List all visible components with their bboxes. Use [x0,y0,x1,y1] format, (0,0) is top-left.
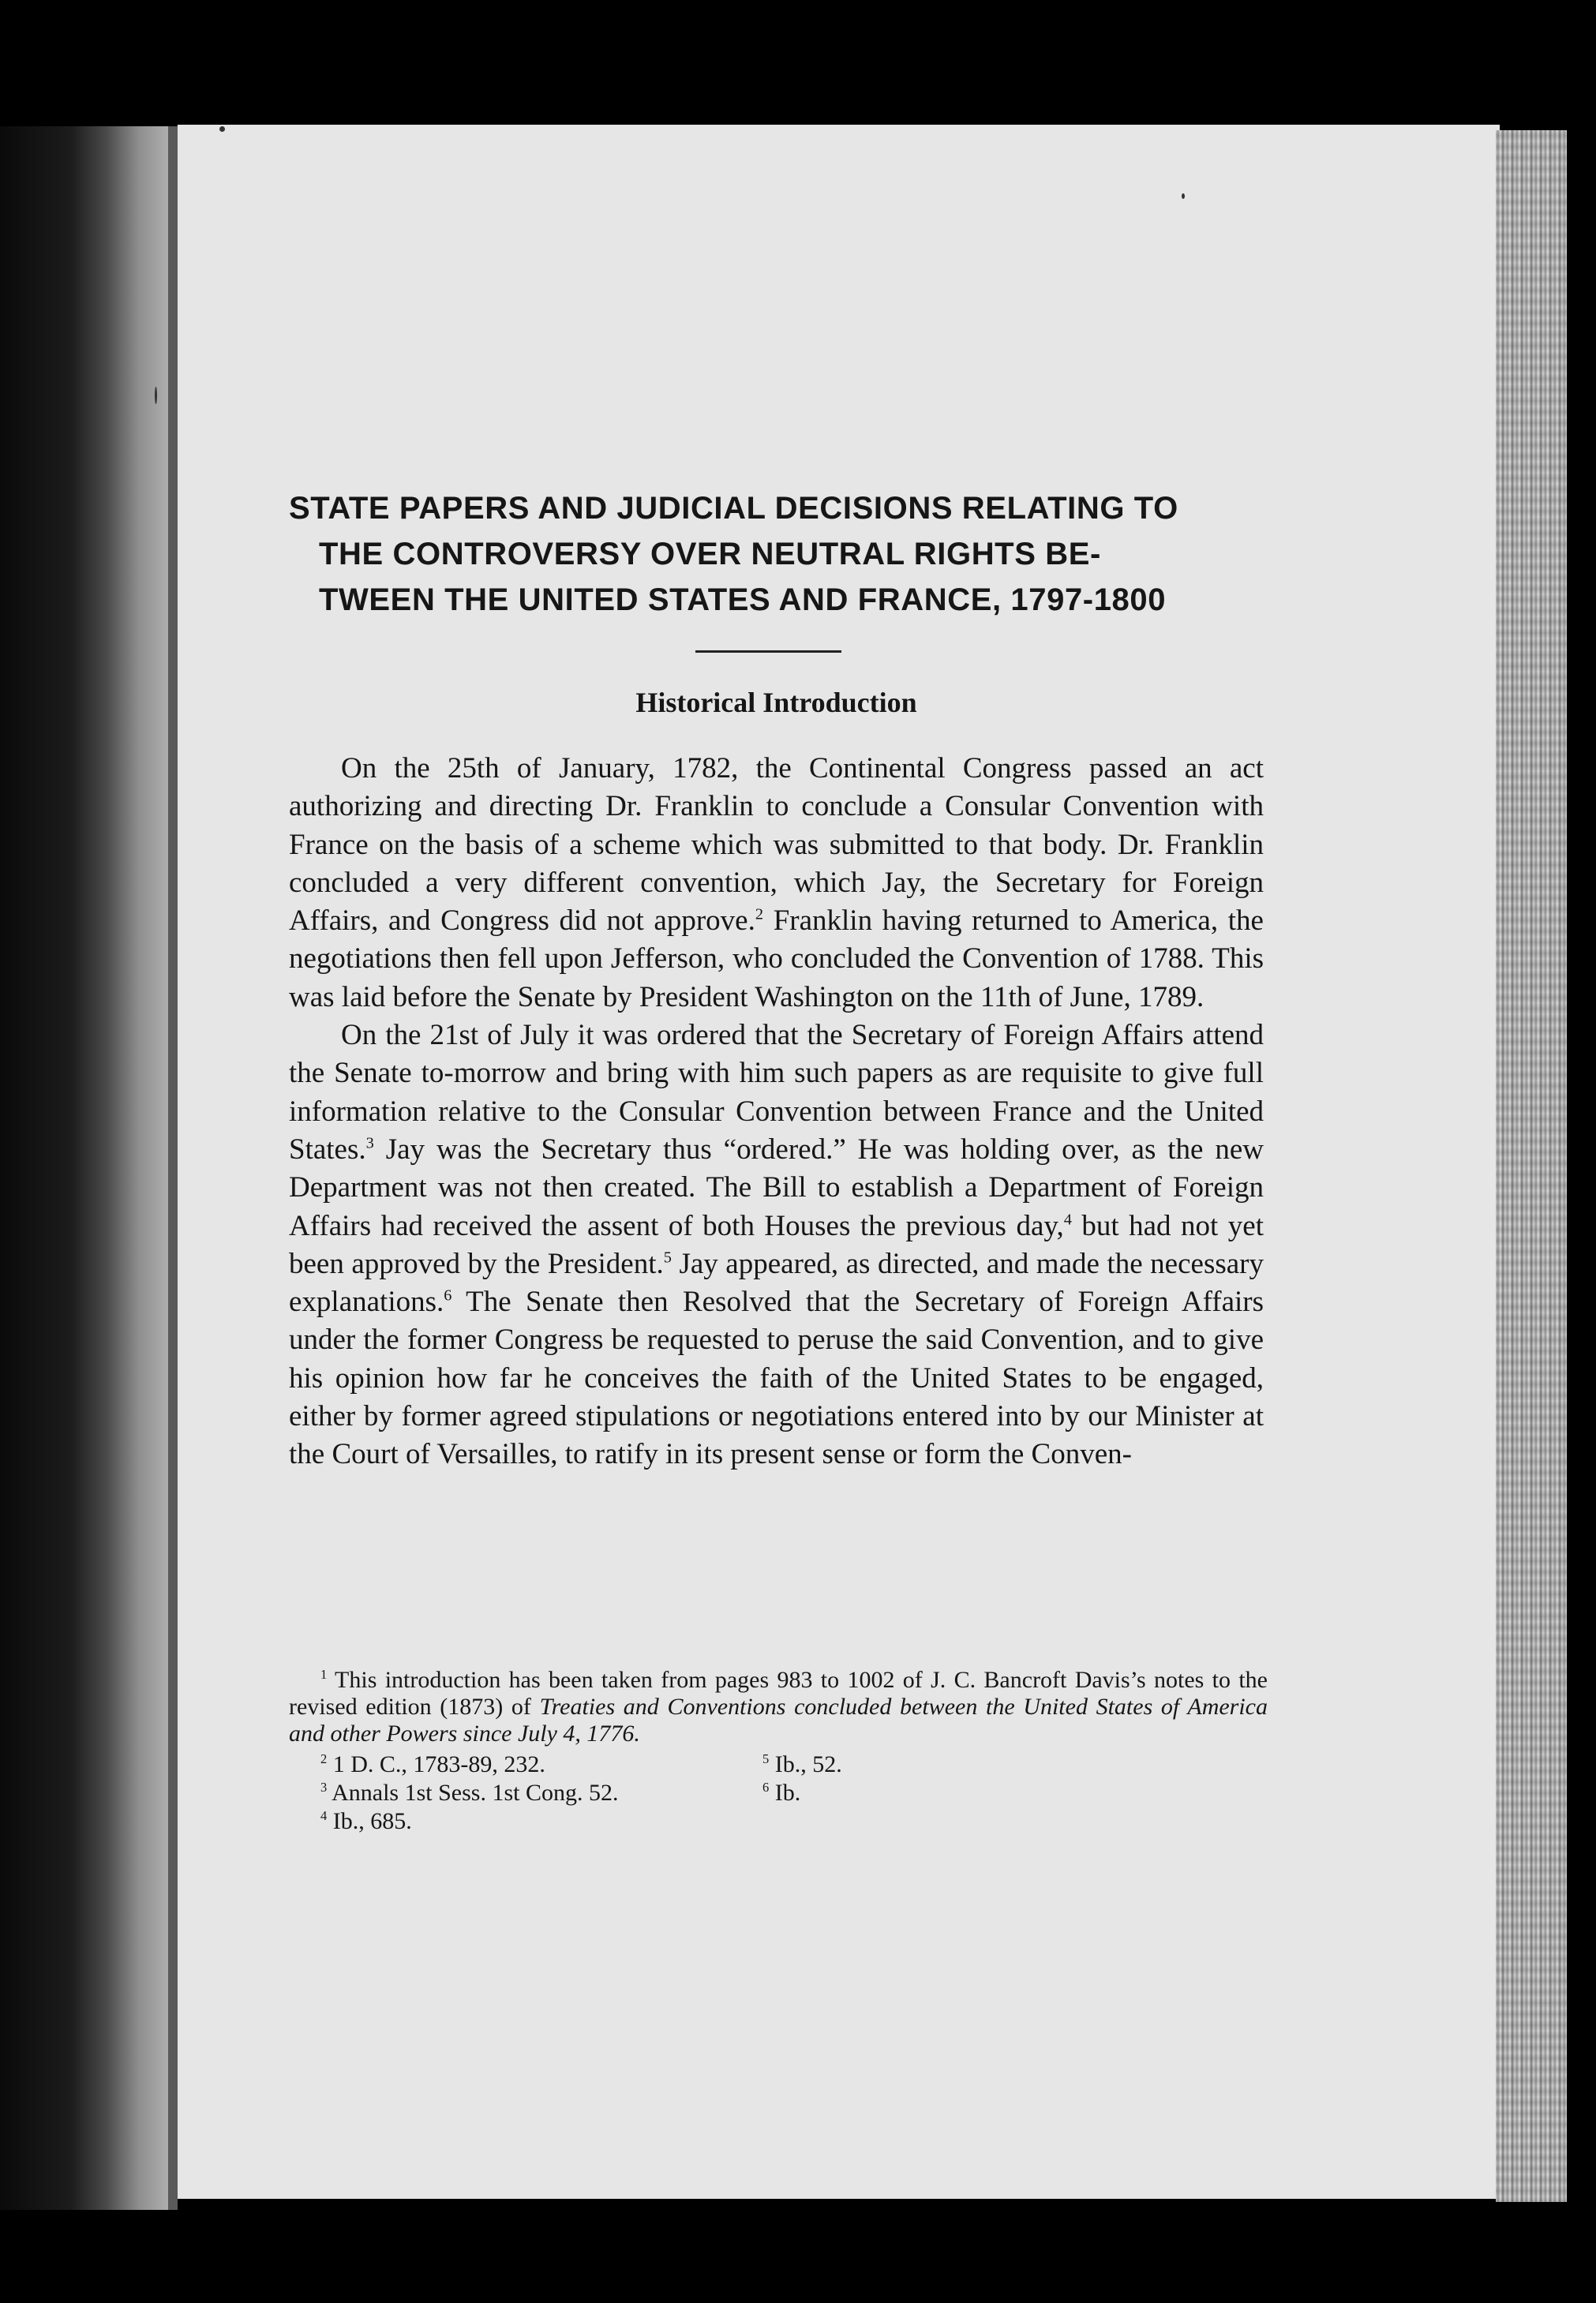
footnote-marker: 5 [762,1751,770,1766]
footnote-reference: 2 [755,905,764,923]
footnote-reference: 5 [663,1249,672,1267]
paragraph-text: Franklin having returned to America, the negotiations then fell upon Jefferson, who concluded the Convention of 1788. This was laid before the Senate by President Washington on the 11th of June, 1789. [289,904,1264,1013]
paragraph-text: On the 25th of January, 1782, the Continental Congress passed an act authorizing and directing Dr. Franklin to conclude a Consular Convention with France on the basis of a scheme which was submitted to that body. Dr. Franklin concluded a very different convention, which Jay, the Secretary for Foreign Affairs, and Congress did not approve. [289,752,1264,938]
speck-mark [155,387,157,404]
title-line: STATE PAPERS AND JUDICIAL DECISIONS RELATING TO [289,491,1178,526]
footnote-text: Ib., 685. [327,1808,412,1834]
footnote-title-italic: Treaties and Conventions concluded between the United States of America and other Powers since July 4, 1776. [289,1694,1268,1747]
footnote-item [762,1779,1078,1807]
footnote-text: Ib. [769,1780,801,1806]
footnote-marker: 2 [320,1751,328,1766]
speck-mark [219,126,225,132]
title-line: THE CONTROVERSY OVER NEUTRAL RIGHTS BE- [319,537,1101,571]
footnote-reference: 3 [365,1134,374,1152]
footnote-item [762,1751,1078,1779]
footnote-item [320,1751,762,1779]
paragraph-text: On the 21st of July it was ordered that the Secretary of Foreign Affairs attend the Senate to-morrow and bring with him such papers as are requisite to give full information relative to the Consular Convention between France and the United States. [289,1019,1264,1166]
paragraph [289,1017,1264,1474]
footnotes [289,1667,1268,1836]
paragraph [289,750,1264,1017]
footnote-text: Annals 1st Sess. 1st Cong. 52. [327,1780,619,1806]
page-stack-edge [1496,130,1567,2202]
paragraph-text: Jay was the Secretary thus “ordered.” He was holding over, as the new Department was not then created. The Bill to establish a Department of Foreign Affairs had received the assent of both Houses the previous day, [289,1133,1264,1242]
footnote-list [289,1751,1268,1836]
title-divider [695,650,841,653]
title-line: TWEEN THE UNITED STATES AND FRANCE, 1797-1800 [319,582,1167,617]
footnote-marker: 4 [320,1808,328,1823]
footnote-1 [289,1667,1268,1747]
footnote-text: This introduction has been taken from pages 983 to 1002 of J. C. Bancroft Davis’s notes to the revised edition (1873) of [289,1667,1268,1720]
document-title [289,485,1268,623]
paragraph-text: The Senate then Resolved that the Secretary of Foreign Affairs under the former Congress be requested to peruse the said Convention, and to give his opinion how far he conceives the faith of the United States to be engaged, either by former agreed stipulations or negotiations entered into by our Minister at the Court of Versailles, to ratify in its present sense or form the Conven- [289,1286,1264,1471]
body-text [289,750,1264,1474]
footnote-text: Ib., 52. [769,1751,842,1777]
footnote-item [320,1779,762,1807]
paragraph-text: but had not yet been approved by the President. [289,1209,1264,1280]
footnote-text: 1 D. C., 1783-89, 232. [327,1751,545,1777]
footnote-marker: 6 [762,1780,770,1795]
footnote-marker: 3 [320,1780,328,1795]
speck-mark [1182,193,1185,199]
footnote-reference: 4 [1063,1211,1072,1229]
footnote-item [320,1807,762,1836]
footnote-reference: 6 [444,1286,452,1305]
paragraph-text: Jay appeared, as directed, and made the necessary explanations. [289,1247,1264,1319]
section-heading: Historical Introduction [635,687,917,718]
left-page-edge [0,126,178,2210]
footnote-marker: 1 [320,1667,328,1682]
